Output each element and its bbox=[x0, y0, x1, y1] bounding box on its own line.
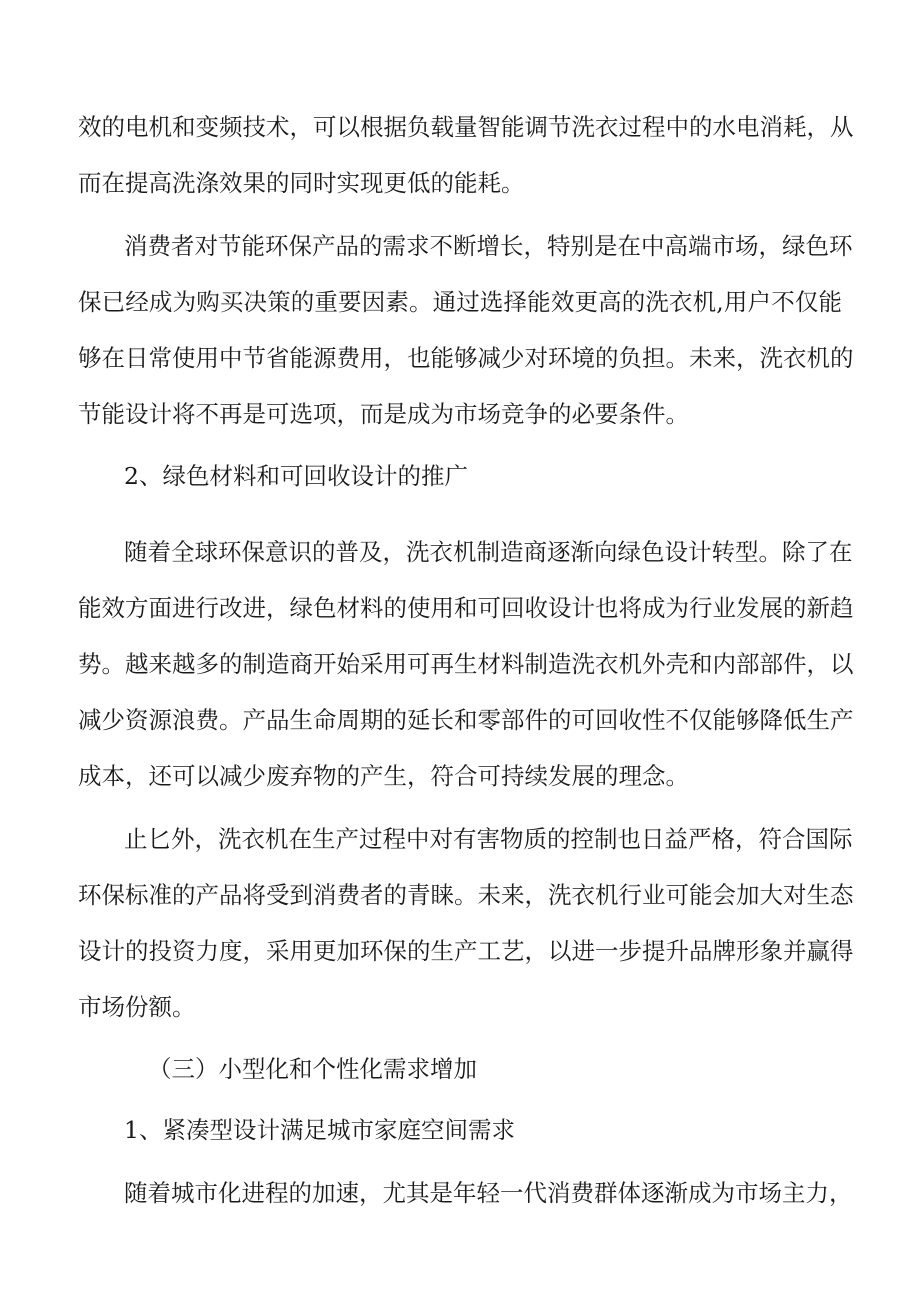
paragraph-line: 随着城市化进程的加速，尤其是年轻一代消费群体逐渐成为市场主力， bbox=[124, 1179, 853, 1207]
paragraph-line: 而在提高洗涤效果的同时实现更低的能耗。 bbox=[78, 169, 525, 197]
paragraph-line: 能效方面进行改进，绿色材料的使用和可回收设计也将成为行业发展的新趋 bbox=[78, 594, 854, 622]
paragraph-line: 节能设计将不再是可选项，而是成为市场竞争的必要条件。 bbox=[78, 400, 689, 428]
paragraph-line: 止匕外，洗衣机在生产过程中对有害物质的控制也日益严格，符合国际 bbox=[124, 825, 853, 853]
paragraph-line: 消费者对节能环保产品的需求不断增长，特别是在中高端市场，绿色环 bbox=[124, 232, 853, 260]
section-heading: 2、绿色材料和可回收设计的推广 bbox=[124, 462, 468, 490]
paragraph-line: 保已经成为购买决策的重要因素。通过选择能效更高的洗衣机,用户不仅能 bbox=[78, 288, 842, 316]
paragraph-line: 环保标准的产品将受到消费者的青睐。未来，洗衣机行业可能会加大对生态 bbox=[78, 881, 854, 909]
paragraph-line: 随着全球环保意识的普及，洗衣机制造商逐渐向绿色设计转型。除了在 bbox=[124, 538, 853, 566]
paragraph-line: 效的电机和变频技术，可以根据负载量智能调节洗衣过程中的水电消耗，从 bbox=[78, 113, 854, 141]
section-heading: （三）小型化和个性化需求增加 bbox=[148, 1055, 477, 1083]
paragraph-line: 够在日常使用中节省能源费用，也能够减少对环境的负担。未来，洗衣机的 bbox=[78, 344, 854, 372]
paragraph-line: 减少资源浪费。产品生命周期的延长和零部件的可回收性不仅能够降低生产 bbox=[78, 706, 854, 734]
paragraph-line: 市场份额。 bbox=[78, 993, 196, 1021]
paragraph-line: 成本，还可以减少废弃物的产生，符合可持续发展的理念。 bbox=[78, 762, 689, 790]
paragraph-line: 设计的投资力度，采用更加环保的生产工艺，以进一步提升品牌形象并赢得 bbox=[78, 937, 854, 965]
paragraph-line: 势。越来越多的制造商开始采用可再生材料制造洗衣机外壳和内部部件，以 bbox=[78, 650, 854, 678]
subsection-heading: 1、紧凑型设计满足城市家庭空间需求 bbox=[124, 1116, 515, 1144]
